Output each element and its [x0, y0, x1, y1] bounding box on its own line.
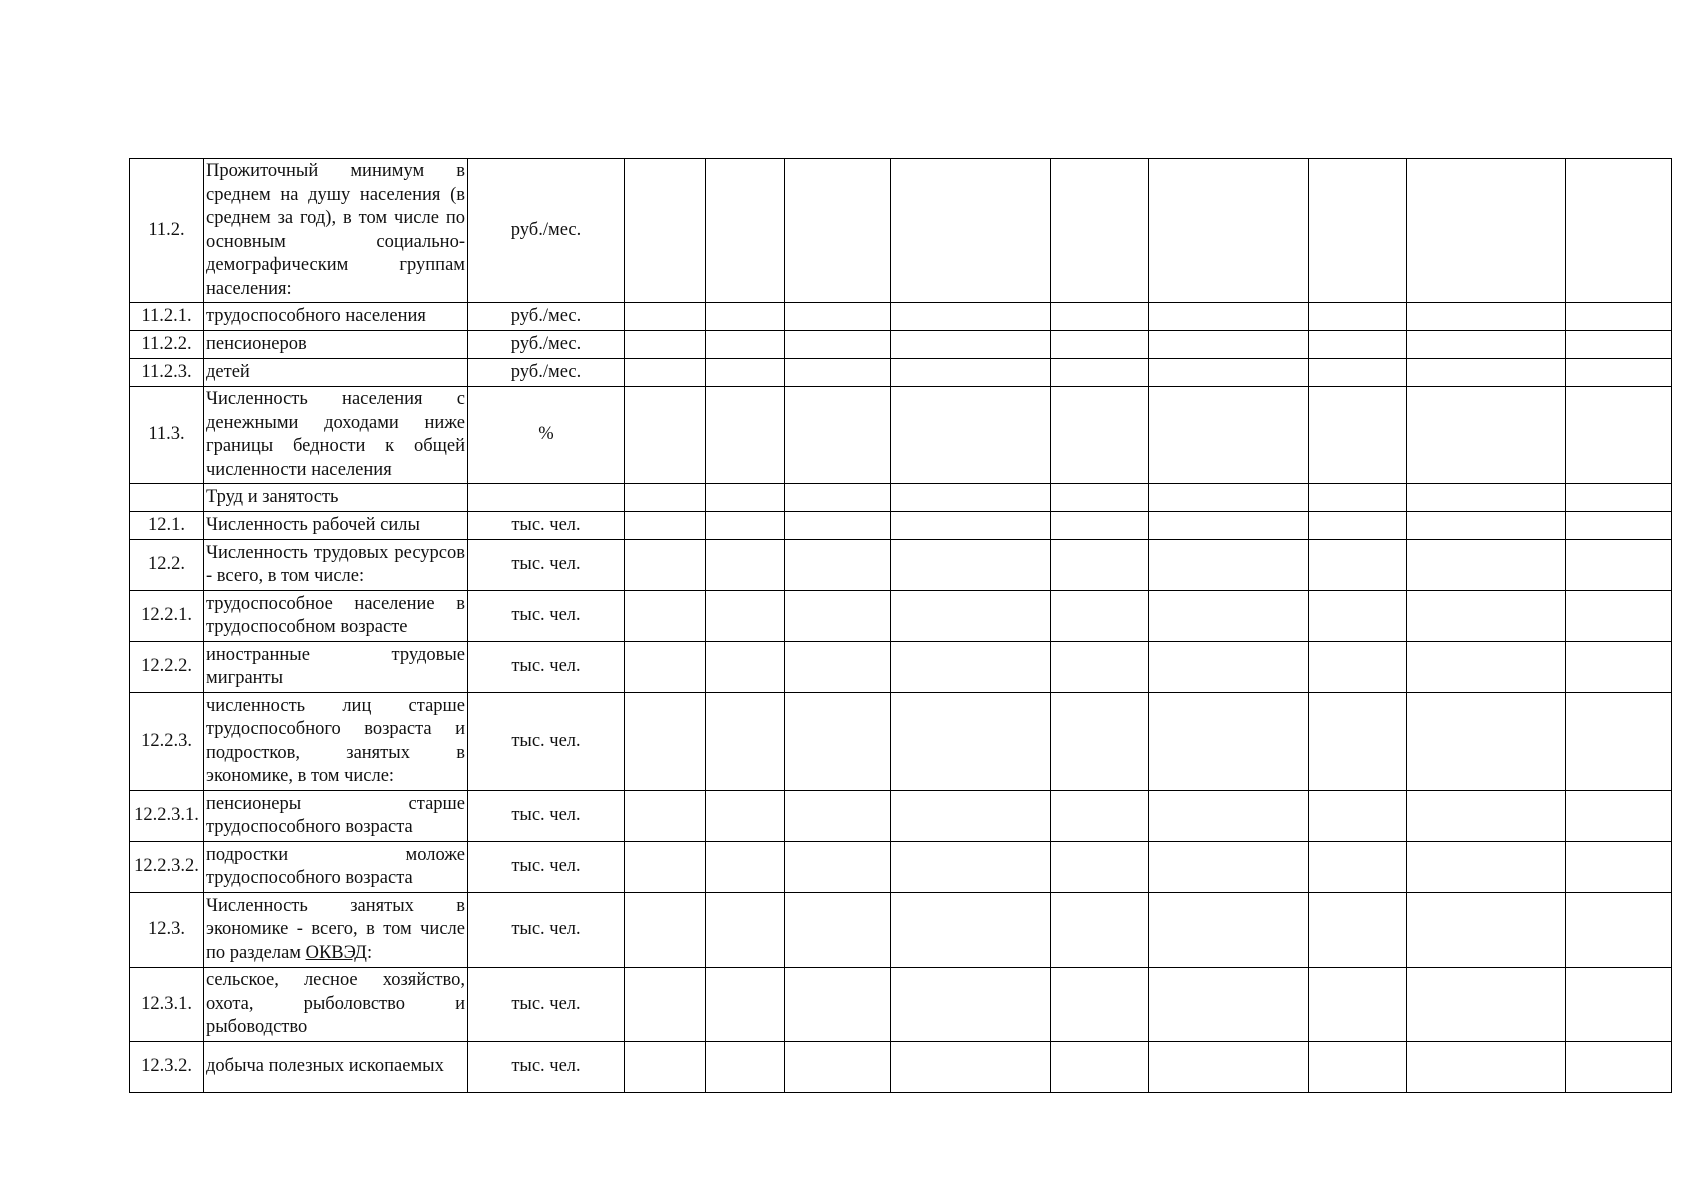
- value-cell: [891, 642, 1051, 693]
- value-cell: [1407, 842, 1566, 893]
- value-cell: [1149, 693, 1309, 791]
- value-cell: [1051, 642, 1149, 693]
- value-cell: [625, 359, 706, 387]
- value-cell: [785, 591, 891, 642]
- value-cell: [1566, 1042, 1672, 1093]
- value-cell: [785, 387, 891, 484]
- value-cell: [891, 387, 1051, 484]
- table-row: [130, 1042, 1672, 1093]
- indicator-name: Численность рабочей силы: [204, 512, 468, 540]
- value-cell: [1407, 387, 1566, 484]
- value-cell: [891, 484, 1051, 512]
- value-cell: [1309, 1042, 1407, 1093]
- value-cell: [1051, 359, 1149, 387]
- value-cell: [1149, 540, 1309, 591]
- value-cell: [1149, 484, 1309, 512]
- indicator-name: численность лиц старше трудоспособного возраста и подростков, занятых в экономике, в том числе:: [204, 693, 468, 791]
- value-cell: [706, 387, 785, 484]
- value-cell: [706, 642, 785, 693]
- table-row: [130, 842, 1672, 893]
- value-cell: [1566, 893, 1672, 968]
- indicator-name: трудоспособного населения: [204, 303, 468, 331]
- unit-cell: тыс. чел.: [468, 968, 625, 1042]
- indicator-name-text: Численность занятых в экономике - всего, в том числе по разделам: [206, 895, 465, 963]
- value-cell: [1566, 484, 1672, 512]
- indicator-name-suffix: :: [366, 942, 373, 963]
- indicator-name: трудоспособное население в трудоспособном возрасте: [204, 591, 468, 642]
- value-cell: [706, 540, 785, 591]
- value-cell: [1407, 540, 1566, 591]
- value-cell: [785, 791, 891, 842]
- value-cell: [1309, 512, 1407, 540]
- value-cell: [891, 159, 1051, 303]
- value-cell: [625, 1042, 706, 1093]
- value-cell: [1051, 693, 1149, 791]
- value-cell: [706, 159, 785, 303]
- value-cell: [891, 791, 1051, 842]
- value-cell: [1566, 359, 1672, 387]
- table-row: [130, 303, 1672, 331]
- value-cell: [785, 331, 891, 359]
- value-cell: [706, 512, 785, 540]
- value-cell: [706, 693, 785, 791]
- value-cell: [625, 693, 706, 791]
- unit-cell: %: [468, 387, 625, 484]
- value-cell: [625, 642, 706, 693]
- value-cell: [625, 968, 706, 1042]
- value-cell: [1566, 842, 1672, 893]
- row-number: 11.3.: [130, 387, 204, 484]
- value-cell: [1407, 693, 1566, 791]
- value-cell: [1051, 1042, 1149, 1093]
- value-cell: [1051, 331, 1149, 359]
- value-cell: [1051, 303, 1149, 331]
- indicator-name: [204, 893, 468, 968]
- table-row: [130, 387, 1672, 484]
- value-cell: [1566, 693, 1672, 791]
- value-cell: [1149, 387, 1309, 484]
- value-cell: [1309, 591, 1407, 642]
- value-cell: [785, 842, 891, 893]
- row-number: 12.1.: [130, 512, 204, 540]
- table-row: [130, 484, 1672, 512]
- value-cell: [785, 968, 891, 1042]
- value-cell: [1407, 359, 1566, 387]
- value-cell: [1309, 968, 1407, 1042]
- value-cell: [1309, 842, 1407, 893]
- unit-cell: тыс. чел.: [468, 591, 625, 642]
- value-cell: [785, 512, 891, 540]
- row-number: 12.2.3.2.: [130, 842, 204, 893]
- value-cell: [1149, 642, 1309, 693]
- value-cell: [1309, 159, 1407, 303]
- table-row: [130, 642, 1672, 693]
- value-cell: [891, 331, 1051, 359]
- value-cell: [1566, 791, 1672, 842]
- value-cell: [1566, 642, 1672, 693]
- indicator-name: подростки моложе трудоспособного возраста: [204, 842, 468, 893]
- value-cell: [1149, 1042, 1309, 1093]
- value-cell: [1407, 331, 1566, 359]
- value-cell: [1309, 540, 1407, 591]
- indicator-name: добыча полезных ископаемых: [204, 1042, 468, 1093]
- row-number: 12.3.: [130, 893, 204, 968]
- table-row: [130, 968, 1672, 1042]
- value-cell: [1051, 387, 1149, 484]
- value-cell: [1149, 159, 1309, 303]
- value-cell: [1566, 512, 1672, 540]
- value-cell: [1149, 893, 1309, 968]
- value-cell: [1407, 159, 1566, 303]
- table-row: [130, 331, 1672, 359]
- value-cell: [1051, 540, 1149, 591]
- indicator-name: сельское, лесное хозяйство, охота, рыболовство и рыбоводство: [204, 968, 468, 1042]
- value-cell: [785, 540, 891, 591]
- value-cell: [785, 693, 891, 791]
- value-cell: [891, 512, 1051, 540]
- indicator-name: Численность трудовых ресурсов - всего, в том числе:: [204, 540, 468, 591]
- value-cell: [891, 359, 1051, 387]
- unit-cell: тыс. чел.: [468, 540, 625, 591]
- value-cell: [1051, 159, 1149, 303]
- okved-link[interactable]: ОКВЭД: [305, 942, 367, 963]
- value-cell: [1309, 791, 1407, 842]
- value-cell: [1309, 484, 1407, 512]
- section-heading: Труд и занятость: [204, 484, 468, 512]
- data-table: [129, 158, 1672, 1093]
- value-cell: [625, 842, 706, 893]
- value-cell: [1566, 331, 1672, 359]
- value-cell: [1309, 303, 1407, 331]
- value-cell: [706, 1042, 785, 1093]
- value-cell: [785, 642, 891, 693]
- unit-cell: тыс. чел.: [468, 1042, 625, 1093]
- value-cell: [1407, 642, 1566, 693]
- value-cell: [1149, 842, 1309, 893]
- value-cell: [1149, 331, 1309, 359]
- value-cell: [1407, 791, 1566, 842]
- value-cell: [1309, 893, 1407, 968]
- value-cell: [785, 893, 891, 968]
- indicator-name: детей: [204, 359, 468, 387]
- value-cell: [785, 484, 891, 512]
- table-row: [130, 693, 1672, 791]
- value-cell: [785, 303, 891, 331]
- value-cell: [785, 1042, 891, 1093]
- row-number: 12.2.1.: [130, 591, 204, 642]
- value-cell: [625, 331, 706, 359]
- unit-cell: руб./мес.: [468, 359, 625, 387]
- row-number: 11.2.2.: [130, 331, 204, 359]
- value-cell: [1407, 512, 1566, 540]
- value-cell: [625, 303, 706, 331]
- value-cell: [625, 540, 706, 591]
- value-cell: [891, 591, 1051, 642]
- value-cell: [1149, 359, 1309, 387]
- unit-cell: тыс. чел.: [468, 842, 625, 893]
- unit-cell: руб./мес.: [468, 159, 625, 303]
- value-cell: [1309, 359, 1407, 387]
- value-cell: [1149, 968, 1309, 1042]
- table-row: [130, 893, 1672, 968]
- value-cell: [1407, 1042, 1566, 1093]
- unit-cell: руб./мес.: [468, 303, 625, 331]
- indicator-name: пенсионеры старше трудоспособного возраста: [204, 791, 468, 842]
- table-row: [130, 791, 1672, 842]
- value-cell: [625, 791, 706, 842]
- value-cell: [1407, 968, 1566, 1042]
- row-number: 12.2.3.: [130, 693, 204, 791]
- value-cell: [706, 484, 785, 512]
- value-cell: [625, 159, 706, 303]
- value-cell: [1051, 484, 1149, 512]
- value-cell: [891, 842, 1051, 893]
- row-number: 12.3.2.: [130, 1042, 204, 1093]
- row-number: 12.2.2.: [130, 642, 204, 693]
- unit-cell: [468, 484, 625, 512]
- value-cell: [1051, 842, 1149, 893]
- value-cell: [625, 512, 706, 540]
- value-cell: [891, 540, 1051, 591]
- value-cell: [706, 591, 785, 642]
- value-cell: [785, 159, 891, 303]
- unit-cell: тыс. чел.: [468, 893, 625, 968]
- value-cell: [1566, 303, 1672, 331]
- unit-cell: тыс. чел.: [468, 642, 625, 693]
- value-cell: [706, 359, 785, 387]
- value-cell: [1309, 642, 1407, 693]
- value-cell: [1566, 540, 1672, 591]
- indicator-name: пенсионеров: [204, 331, 468, 359]
- value-cell: [1051, 591, 1149, 642]
- unit-cell: тыс. чел.: [468, 512, 625, 540]
- value-cell: [1566, 968, 1672, 1042]
- value-cell: [1051, 893, 1149, 968]
- value-cell: [706, 842, 785, 893]
- value-cell: [891, 1042, 1051, 1093]
- row-number: 12.3.1.: [130, 968, 204, 1042]
- value-cell: [1149, 591, 1309, 642]
- value-cell: [706, 791, 785, 842]
- value-cell: [1309, 693, 1407, 791]
- value-cell: [1309, 387, 1407, 484]
- value-cell: [1149, 512, 1309, 540]
- row-number: 11.2.3.: [130, 359, 204, 387]
- value-cell: [625, 591, 706, 642]
- value-cell: [891, 303, 1051, 331]
- row-number: 12.2.: [130, 540, 204, 591]
- unit-cell: руб./мес.: [468, 331, 625, 359]
- unit-cell: тыс. чел.: [468, 791, 625, 842]
- value-cell: [1407, 484, 1566, 512]
- value-cell: [706, 303, 785, 331]
- value-cell: [1051, 791, 1149, 842]
- value-cell: [1566, 591, 1672, 642]
- value-cell: [785, 359, 891, 387]
- value-cell: [706, 893, 785, 968]
- row-number: [130, 484, 204, 512]
- indicator-name: иностранные трудовые мигранты: [204, 642, 468, 693]
- row-number: 11.2.1.: [130, 303, 204, 331]
- value-cell: [1309, 331, 1407, 359]
- table-row: [130, 159, 1672, 303]
- table-row: [130, 512, 1672, 540]
- indicator-name: Численность населения с денежными доходами ниже границы бедности к общей численности населения: [204, 387, 468, 484]
- value-cell: [1566, 159, 1672, 303]
- row-number: 11.2.: [130, 159, 204, 303]
- value-cell: [1407, 303, 1566, 331]
- value-cell: [625, 893, 706, 968]
- value-cell: [1407, 893, 1566, 968]
- value-cell: [625, 484, 706, 512]
- value-cell: [891, 693, 1051, 791]
- value-cell: [1407, 591, 1566, 642]
- value-cell: [625, 387, 706, 484]
- value-cell: [1051, 512, 1149, 540]
- table-row: [130, 540, 1672, 591]
- value-cell: [1149, 303, 1309, 331]
- value-cell: [1566, 387, 1672, 484]
- unit-cell: тыс. чел.: [468, 693, 625, 791]
- value-cell: [891, 968, 1051, 1042]
- row-number: 12.2.3.1.: [130, 791, 204, 842]
- value-cell: [891, 893, 1051, 968]
- value-cell: [1051, 968, 1149, 1042]
- indicator-name: Прожиточный минимум в среднем на душу населения (в среднем за год), в том числе по основным социально-демографическим группам населения:: [204, 159, 468, 303]
- value-cell: [706, 331, 785, 359]
- table-row: [130, 359, 1672, 387]
- value-cell: [706, 968, 785, 1042]
- value-cell: [1149, 791, 1309, 842]
- table-row: [130, 591, 1672, 642]
